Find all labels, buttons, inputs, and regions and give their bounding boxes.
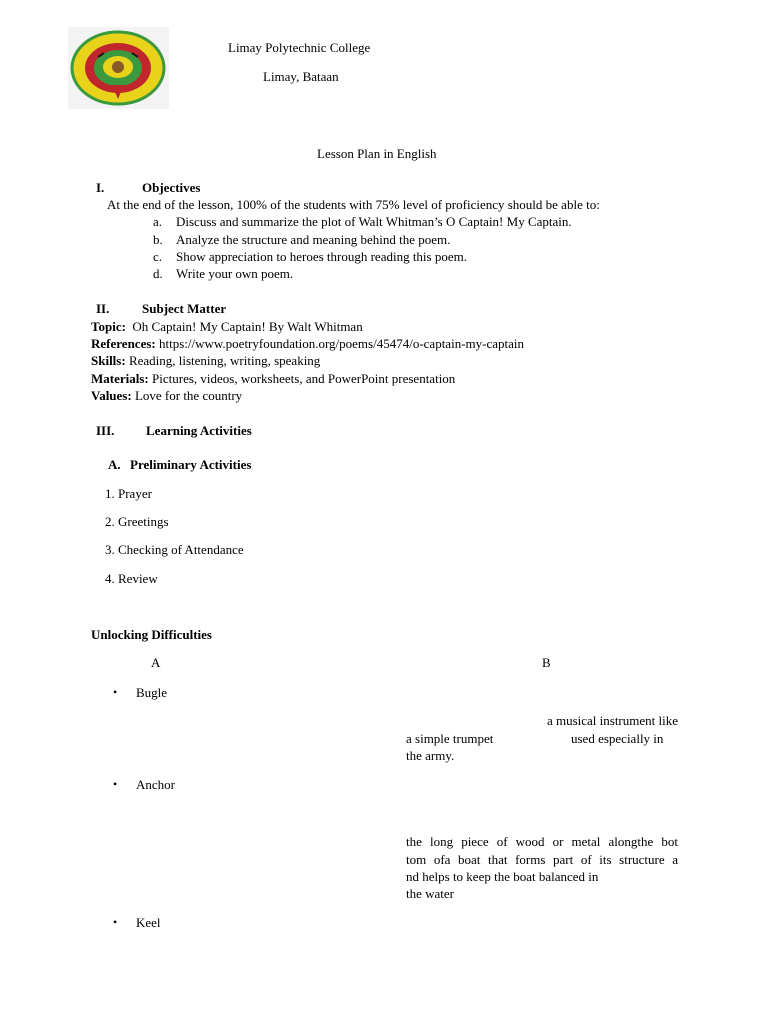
definition-line: a simple trumpet <box>406 731 494 746</box>
subsection-heading-preliminary: Preliminary Activities <box>130 457 252 472</box>
field-value: Oh Captain! My Captain! By Walt Whitman <box>132 319 363 334</box>
column-b-header: B <box>542 655 551 670</box>
term-keel: Keel <box>136 915 161 930</box>
objective-letter: a. <box>153 214 163 229</box>
bullet-icon: • <box>113 685 118 699</box>
list-item: 2. Greetings <box>105 514 169 529</box>
definition-line: used especially in <box>571 731 664 746</box>
section-heading-learning-activities: Learning Activities <box>146 423 252 438</box>
definition-line: the long piece of wood or metal alongthe bot <box>406 834 678 849</box>
objective-letter: d. <box>153 266 163 281</box>
subject-field-references <box>91 335 524 352</box>
college-name: Limay Polytechnic College <box>228 40 371 55</box>
objective-text: Discuss and summarize the plot of Walt Whitman’s O Captain! My Captain. <box>176 214 572 229</box>
definition-line: the army. <box>406 748 455 763</box>
objective-letter: b. <box>153 232 163 247</box>
objective-text: Write your own poem. <box>176 266 294 281</box>
list-item: 3. Checking of Attendance <box>105 542 244 557</box>
page-title: Lesson Plan in English <box>317 146 437 161</box>
section-heading-subject-matter: Subject Matter <box>142 301 227 316</box>
definition-line: tom ofa boat that forms part of its structure a <box>406 852 678 867</box>
section-number-objectives: I. <box>96 180 105 195</box>
list-item: 1. Prayer <box>105 486 152 501</box>
list-item: 4. Review <box>105 571 158 586</box>
bullet-icon: • <box>113 777 118 791</box>
objective-text: Analyze the structure and meaning behind the poem. <box>176 232 451 247</box>
field-value: https://www.poetryfoundation.org/poems/45474/o-captain-my-captain <box>158 336 524 351</box>
field-value: Reading, listening, writing, speaking <box>128 353 321 368</box>
field-label: References: <box>91 336 156 351</box>
objective-text: Show appreciation to heroes through reading this poem. <box>176 249 467 264</box>
section-number-learning-activities: III. <box>96 423 115 438</box>
definition-line: a musical instrument like <box>546 713 678 728</box>
unlocking-heading: Unlocking Difficulties <box>91 627 212 642</box>
subject-field-materials <box>91 370 455 387</box>
definition-line: nd helps to keep the boat balanced in <box>406 869 599 884</box>
college-location: Limay, Bataan <box>263 69 339 84</box>
field-label: Topic: <box>91 319 126 334</box>
bullet-icon: • <box>113 915 118 929</box>
subject-field-skills <box>91 352 320 369</box>
field-label: Skills: <box>91 353 126 368</box>
objectives-intro: At the end of the lesson, 100% of the students with 75% level of proficiency should be able to: <box>107 197 600 212</box>
subject-field-values <box>91 387 242 404</box>
column-a-header: A <box>151 655 161 670</box>
term-bugle: Bugle <box>136 685 168 700</box>
field-value: Love for the country <box>134 388 243 403</box>
college-seal-icon <box>68 27 169 109</box>
definition-line: the water <box>406 886 455 901</box>
section-heading-objectives: Objectives <box>142 180 201 195</box>
field-label: Materials: <box>91 371 149 386</box>
field-value: Pictures, videos, worksheets, and PowerPoint presentation <box>152 371 456 386</box>
field-label: Values: <box>91 388 132 403</box>
subsection-letter: A. <box>108 457 121 472</box>
objective-letter: c. <box>153 249 163 264</box>
term-anchor: Anchor <box>136 777 175 792</box>
section-number-subject-matter: II. <box>96 301 110 316</box>
subject-field-topic <box>91 318 363 335</box>
